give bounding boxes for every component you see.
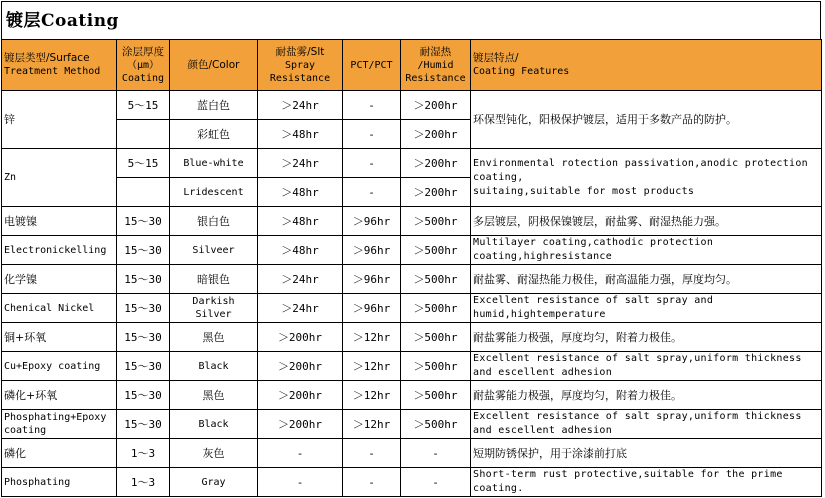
cell-salt: ＞200hr (258, 352, 343, 381)
cell-thickness: 1～3 (117, 468, 170, 497)
cell-humid: ＞500hr (401, 265, 471, 294)
cell-humid: ＞200hr (401, 178, 471, 207)
table-row (2, 352, 822, 381)
cell-humid: - (401, 439, 471, 468)
cell-thickness (117, 178, 170, 207)
cell-type: 磷化 (2, 439, 117, 468)
page-title: 镀层Coating (1, 1, 821, 39)
cell-features: 耐盐雾能力极强，厚度均匀，附着力极佳。 (471, 381, 822, 410)
cell-humid: ＞500hr (401, 323, 471, 352)
cell-salt: ＞48hr (258, 236, 343, 265)
cell-thickness (117, 120, 170, 149)
cell-features: Excellent resistance of salt spray and humid,hightemperature (471, 294, 822, 323)
cell-features: 耐盐雾、耐湿热能力极佳，耐高温能力强，厚度均匀。 (471, 265, 822, 294)
cell-pct: ＞96hr (343, 265, 401, 294)
cell-color: Lridescent (170, 178, 258, 207)
cell-features: 多层镀层，阴极保镍镀层，耐盐雾、耐湿热能力强。 (471, 207, 822, 236)
coating-table (1, 39, 822, 497)
cell-pct: ＞12hr (343, 410, 401, 439)
cell-humid: ＞200hr (401, 120, 471, 149)
cell-pct: ＞12hr (343, 352, 401, 381)
cell-color: 灰色 (170, 439, 258, 468)
cell-salt: ＞24hr (258, 149, 343, 178)
cell-humid: ＞500hr (401, 381, 471, 410)
table-row (2, 207, 822, 236)
cell-pct: - (343, 149, 401, 178)
cell-pct: - (343, 439, 401, 468)
cell-color: 暗银色 (170, 265, 258, 294)
cell-pct: - (343, 468, 401, 497)
cell-salt: - (258, 439, 343, 468)
cell-color: Blue-white (170, 149, 258, 178)
table-row (2, 91, 822, 120)
cell-features: Environmental rotection passivation,anodic protection coating, suitaing,suitable for most products (471, 149, 822, 207)
header-humid: 耐湿热 /Humid Resistance (401, 40, 471, 91)
cell-features: Excellent resistance of salt spray,uniform thickness and escellent adhesion (471, 410, 822, 439)
coating-table-container (1, 1, 821, 497)
cell-salt: ＞48hr (258, 207, 343, 236)
header-salt-spray: 耐盐雾/Slt Spray Resistance (258, 40, 343, 91)
cell-type: Phosphating+Epoxy coating (2, 410, 117, 439)
cell-type: Cu+Epoxy coating (2, 352, 117, 381)
cell-humid: ＞200hr (401, 91, 471, 120)
cell-humid: ＞500hr (401, 207, 471, 236)
cell-color: Gray (170, 468, 258, 497)
cell-humid: ＞200hr (401, 149, 471, 178)
table-row (2, 323, 822, 352)
cell-features: 环保型钝化，阳极保护镀层，适用于多数产品的防护。 (471, 91, 822, 149)
table-row (2, 410, 822, 439)
cell-thickness: 15～30 (117, 236, 170, 265)
table-row (2, 294, 822, 323)
table-row (2, 265, 822, 294)
cell-color: 银白色 (170, 207, 258, 236)
table-header-row (2, 40, 822, 91)
cell-color: 彩虹色 (170, 120, 258, 149)
cell-color: Darkish Silver (170, 294, 258, 323)
cell-humid: ＞500hr (401, 352, 471, 381)
cell-color: Silveer (170, 236, 258, 265)
cell-type: 电镀镍 (2, 207, 117, 236)
cell-color: 蓝白色 (170, 91, 258, 120)
cell-thickness: 15～30 (117, 410, 170, 439)
cell-pct: ＞96hr (343, 294, 401, 323)
cell-thickness: 1～3 (117, 439, 170, 468)
cell-pct: ＞96hr (343, 207, 401, 236)
cell-humid: - (401, 468, 471, 497)
cell-thickness: 15～30 (117, 294, 170, 323)
cell-thickness: 15～30 (117, 323, 170, 352)
table-row (2, 381, 822, 410)
cell-pct: - (343, 91, 401, 120)
cell-salt: ＞48hr (258, 178, 343, 207)
cell-salt: ＞24hr (258, 265, 343, 294)
cell-salt: - (258, 468, 343, 497)
cell-salt: ＞200hr (258, 410, 343, 439)
cell-type: Chenical Nickel (2, 294, 117, 323)
table-row (2, 439, 822, 468)
cell-salt: ＞200hr (258, 323, 343, 352)
cell-type: 磷化+环氧 (2, 381, 117, 410)
cell-pct: ＞12hr (343, 381, 401, 410)
cell-features: 耐盐雾能力极强，厚度均匀，附着力极佳。 (471, 323, 822, 352)
cell-features: Excellent resistance of salt spray,uniform thickness and escellent adhesion (471, 352, 822, 381)
cell-thickness: 15～30 (117, 381, 170, 410)
cell-salt: ＞24hr (258, 91, 343, 120)
cell-color: Black (170, 410, 258, 439)
cell-salt: ＞48hr (258, 120, 343, 149)
cell-pct: - (343, 120, 401, 149)
cell-features: Multilayer coating,cathodic protection coating,highresistance (471, 236, 822, 265)
cell-type: Electronickelling (2, 236, 117, 265)
header-color: 颜色/Color (170, 40, 258, 91)
cell-pct: ＞12hr (343, 323, 401, 352)
cell-thickness: 15～30 (117, 207, 170, 236)
cell-thickness: 15～30 (117, 352, 170, 381)
table-row (2, 236, 822, 265)
cell-type: 铜+环氧 (2, 323, 117, 352)
cell-salt: ＞24hr (258, 294, 343, 323)
cell-color: 黑色 (170, 323, 258, 352)
cell-color: 黑色 (170, 381, 258, 410)
cell-type: Zn (2, 149, 117, 207)
cell-pct: - (343, 178, 401, 207)
cell-type: 锌 (2, 91, 117, 149)
cell-color: Black (170, 352, 258, 381)
cell-humid: ＞500hr (401, 236, 471, 265)
cell-pct: ＞96hr (343, 236, 401, 265)
cell-type: 化学镍 (2, 265, 117, 294)
cell-humid: ＞500hr (401, 294, 471, 323)
cell-features: 短期防锈保护，用于涂漆前打底 (471, 439, 822, 468)
cell-salt: ＞200hr (258, 381, 343, 410)
header-pct: PCT/PCT (343, 40, 401, 91)
cell-thickness: 5～15 (117, 149, 170, 178)
table-row (2, 468, 822, 497)
header-type: 镀层类型/Surface Treatment Method (2, 40, 117, 91)
cell-thickness: 15～30 (117, 265, 170, 294)
header-features: 镀层特点/ Coating Features (471, 40, 822, 91)
cell-humid: ＞500hr (401, 410, 471, 439)
table-row (2, 149, 822, 178)
header-thickness: 涂层厚度 （μm） Coating (117, 40, 170, 91)
cell-type: Phosphating (2, 468, 117, 497)
cell-thickness: 5～15 (117, 91, 170, 120)
cell-features: Short-term rust protective,suitable for the prime coating. (471, 468, 822, 497)
